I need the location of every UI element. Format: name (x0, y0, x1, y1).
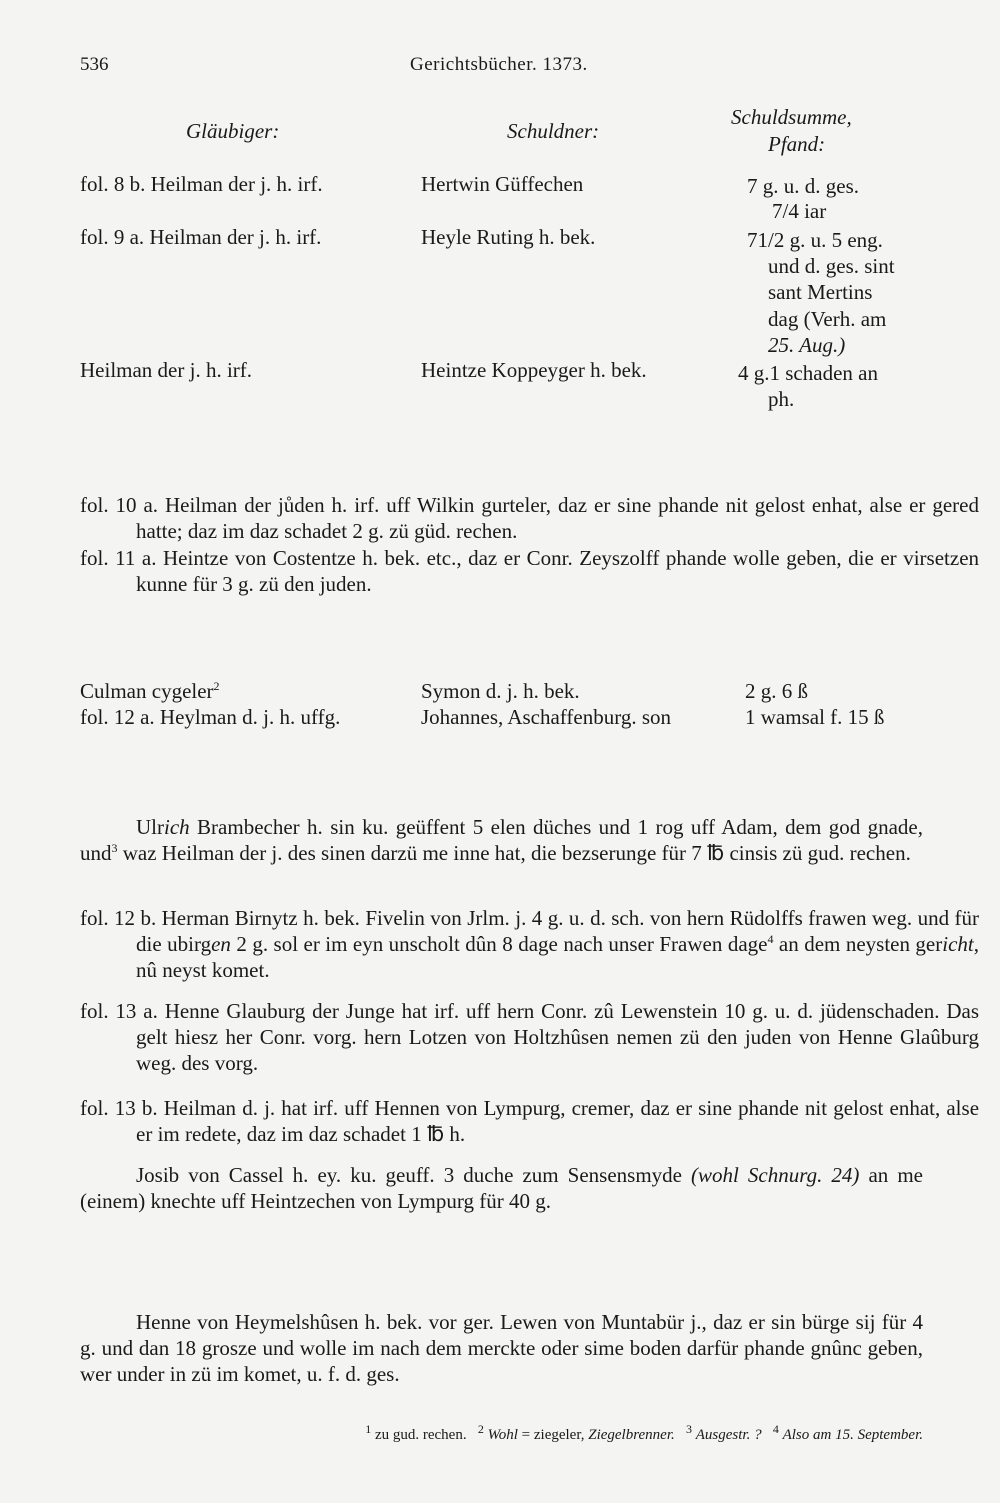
row-creditor-text: Culman cygeler (80, 679, 214, 703)
entry-text-italic: icht (942, 932, 974, 956)
row-sum: ph. (768, 387, 795, 411)
footnote-text-italic: Wohl (487, 1427, 518, 1443)
entry-label: fol. 13 b. (80, 1096, 158, 1120)
footnote-text-italic: Ausgestr. ? (695, 1427, 762, 1443)
header-creditor: Gläubiger: (186, 119, 280, 143)
row-debtor: Heintze Koppeyger h. bek. (421, 358, 647, 382)
row-creditor: Heilman der j. h. irf. (80, 358, 253, 382)
entry-fol-11a (80, 545, 979, 597)
entry-text: Heilman der jůden h. irf. uff Wilkin gurteler, daz er sine phande nit gelost enhat, alse er gered hatte; daz im daz schadet 2 g. zü güd. rechen. (136, 493, 979, 543)
footnote-number: 3 (686, 1422, 692, 1436)
entry-josib (80, 1162, 923, 1214)
entry-text-italic: ich (164, 815, 190, 839)
header-debtor: Schuldner: (507, 119, 600, 143)
entry-text: 2 g. sol er im eyn unscholt dûn 8 dage nach unser Frawen dage (230, 932, 768, 956)
entry-text: Brambecher h. sin ku. geüffent 5 elen düches und 1 rog uff Adam, dem god gnade, und (80, 815, 923, 865)
row-sum: 25. Aug.) (768, 333, 846, 357)
page-number: 536 (80, 54, 109, 75)
entry-label: fol. 11 a. (80, 546, 157, 570)
row-sum: 71/2 g. u. 5 eng. (747, 228, 883, 252)
entry-text: Josib von Cassel h. ey. ku. geuff. 3 duche zum Sensensmyde (136, 1163, 692, 1187)
row-sum: 7 g. u. d. ges. (747, 174, 859, 198)
footnote-number: 1 (365, 1422, 372, 1436)
row-debtor: Hertwin Güffechen (421, 172, 584, 196)
entry-text-italic: (wohl Schnurg. 24) (691, 1163, 860, 1187)
footnote-text: = ziegeler, (521, 1427, 585, 1443)
entry-text: an me (einem) knechte uff Heintzechen von Lympurg für 40 g. (80, 1163, 923, 1213)
entry-text: Henne Glauburg der Junge hat irf. uff hern Conr. zû Lewenstein 10 g. u. d. jüdenschaden. Das gelt hiesz her Conr. vorg. hern Lotzen von Holtzhûsen nemen zü den juden von Henne Glaûburg weg. des vorg. (136, 999, 980, 1075)
footnote-marker: 2 (213, 679, 220, 693)
row-debtor: Heyle Ruting h. bek. (421, 225, 596, 249)
entry-ulrich (80, 814, 923, 866)
entry-text: , nû neyst komet. (136, 932, 979, 982)
header-sum-line1: Schuldsumme, (731, 105, 852, 129)
row-sum: 2 g. 6 ß (745, 679, 808, 703)
footnote-number: 2 (477, 1422, 484, 1436)
row-debtor: Symon d. j. h. bek. (421, 679, 580, 703)
entry-text: waz Heilman der j. des sinen darzü me inne hat, die bezserunge für 7 ℔ cinsis zü gud. rechen. (117, 841, 911, 865)
entry-henne (80, 1309, 923, 1387)
row-sum: 4 g.1 schaden an (738, 361, 878, 385)
footnote-text-italic: Also am 15. September. (782, 1427, 923, 1443)
footnote-number: 4 (772, 1422, 779, 1436)
running-title: Gerichtsbücher. 1373. (410, 54, 588, 75)
header-sum-line2: Pfand: (768, 132, 826, 156)
footnote-marker: 4 (767, 932, 774, 946)
row-sum: 7/4 iar (772, 199, 827, 223)
row-sum: dag (Verh. am (768, 307, 887, 331)
entry-fol-12b (80, 905, 979, 983)
row-creditor (80, 678, 220, 704)
entry-text: Heilman d. j. hat irf. uff Hennen von Lympurg, cremer, daz er sine phande nit gelost enhat, alse er im redete, daz im daz schadet 1 ℔ h. (136, 1096, 980, 1146)
row-sum: und d. ges. sint (768, 254, 895, 278)
footnote-text-italic: Ziegelbrenner. (588, 1427, 675, 1443)
footnotes (80, 1422, 923, 1448)
entry-text: Heintze von Costentze h. bek. etc., daz er Conr. Zeyszolff phande wolle geben, die er virsetzen kunne für 3 g. zü den juden. (136, 546, 980, 596)
row-creditor: fol. 9 a. Heilman der j. h. irf. (80, 225, 322, 249)
row-sum: 1 wamsal f. 15 ß (745, 705, 885, 729)
entry-text: an dem neysten ger (773, 932, 943, 956)
entry-text: Henne von Heymelshûsen h. bek. vor ger. Lewen von Muntabür j., daz er sin bürge sij für 4 g. und dan 18 grosze und wolle im nach dem merckte oder sime boden darfür phande gnûnc geben, wer under in zü im komet, u. f. d. ges. (80, 1310, 923, 1386)
entry-label: fol. 13 a. (80, 999, 158, 1023)
footnote-text: zu gud. rechen. (374, 1427, 467, 1443)
entry-fol-13a (80, 998, 979, 1076)
entry-label: fol. 12 b. (80, 906, 157, 930)
entry-fol-13b (80, 1095, 979, 1147)
row-creditor: fol. 12 a. Heylman d. j. h. uffg. (80, 705, 341, 729)
entry-text: Herman Birnytz h. bek. Fivelin von Jrlm. j. 4 g. u. d. sch. von hern Rüdolffs frawen weg. und für die ubirg (136, 906, 980, 956)
row-sum: sant Mertins (768, 280, 873, 304)
entry-text: Ulr (136, 815, 164, 839)
entry-fol-10a (80, 492, 979, 544)
entry-label: fol. 10 a. (80, 493, 159, 517)
entry-text-italic: en (211, 932, 231, 956)
footnote-marker: 3 (111, 841, 118, 855)
row-debtor: Johannes, Aschaffenburg. son (421, 705, 672, 729)
row-creditor: fol. 8 b. Heilman der j. h. irf. (80, 172, 323, 196)
